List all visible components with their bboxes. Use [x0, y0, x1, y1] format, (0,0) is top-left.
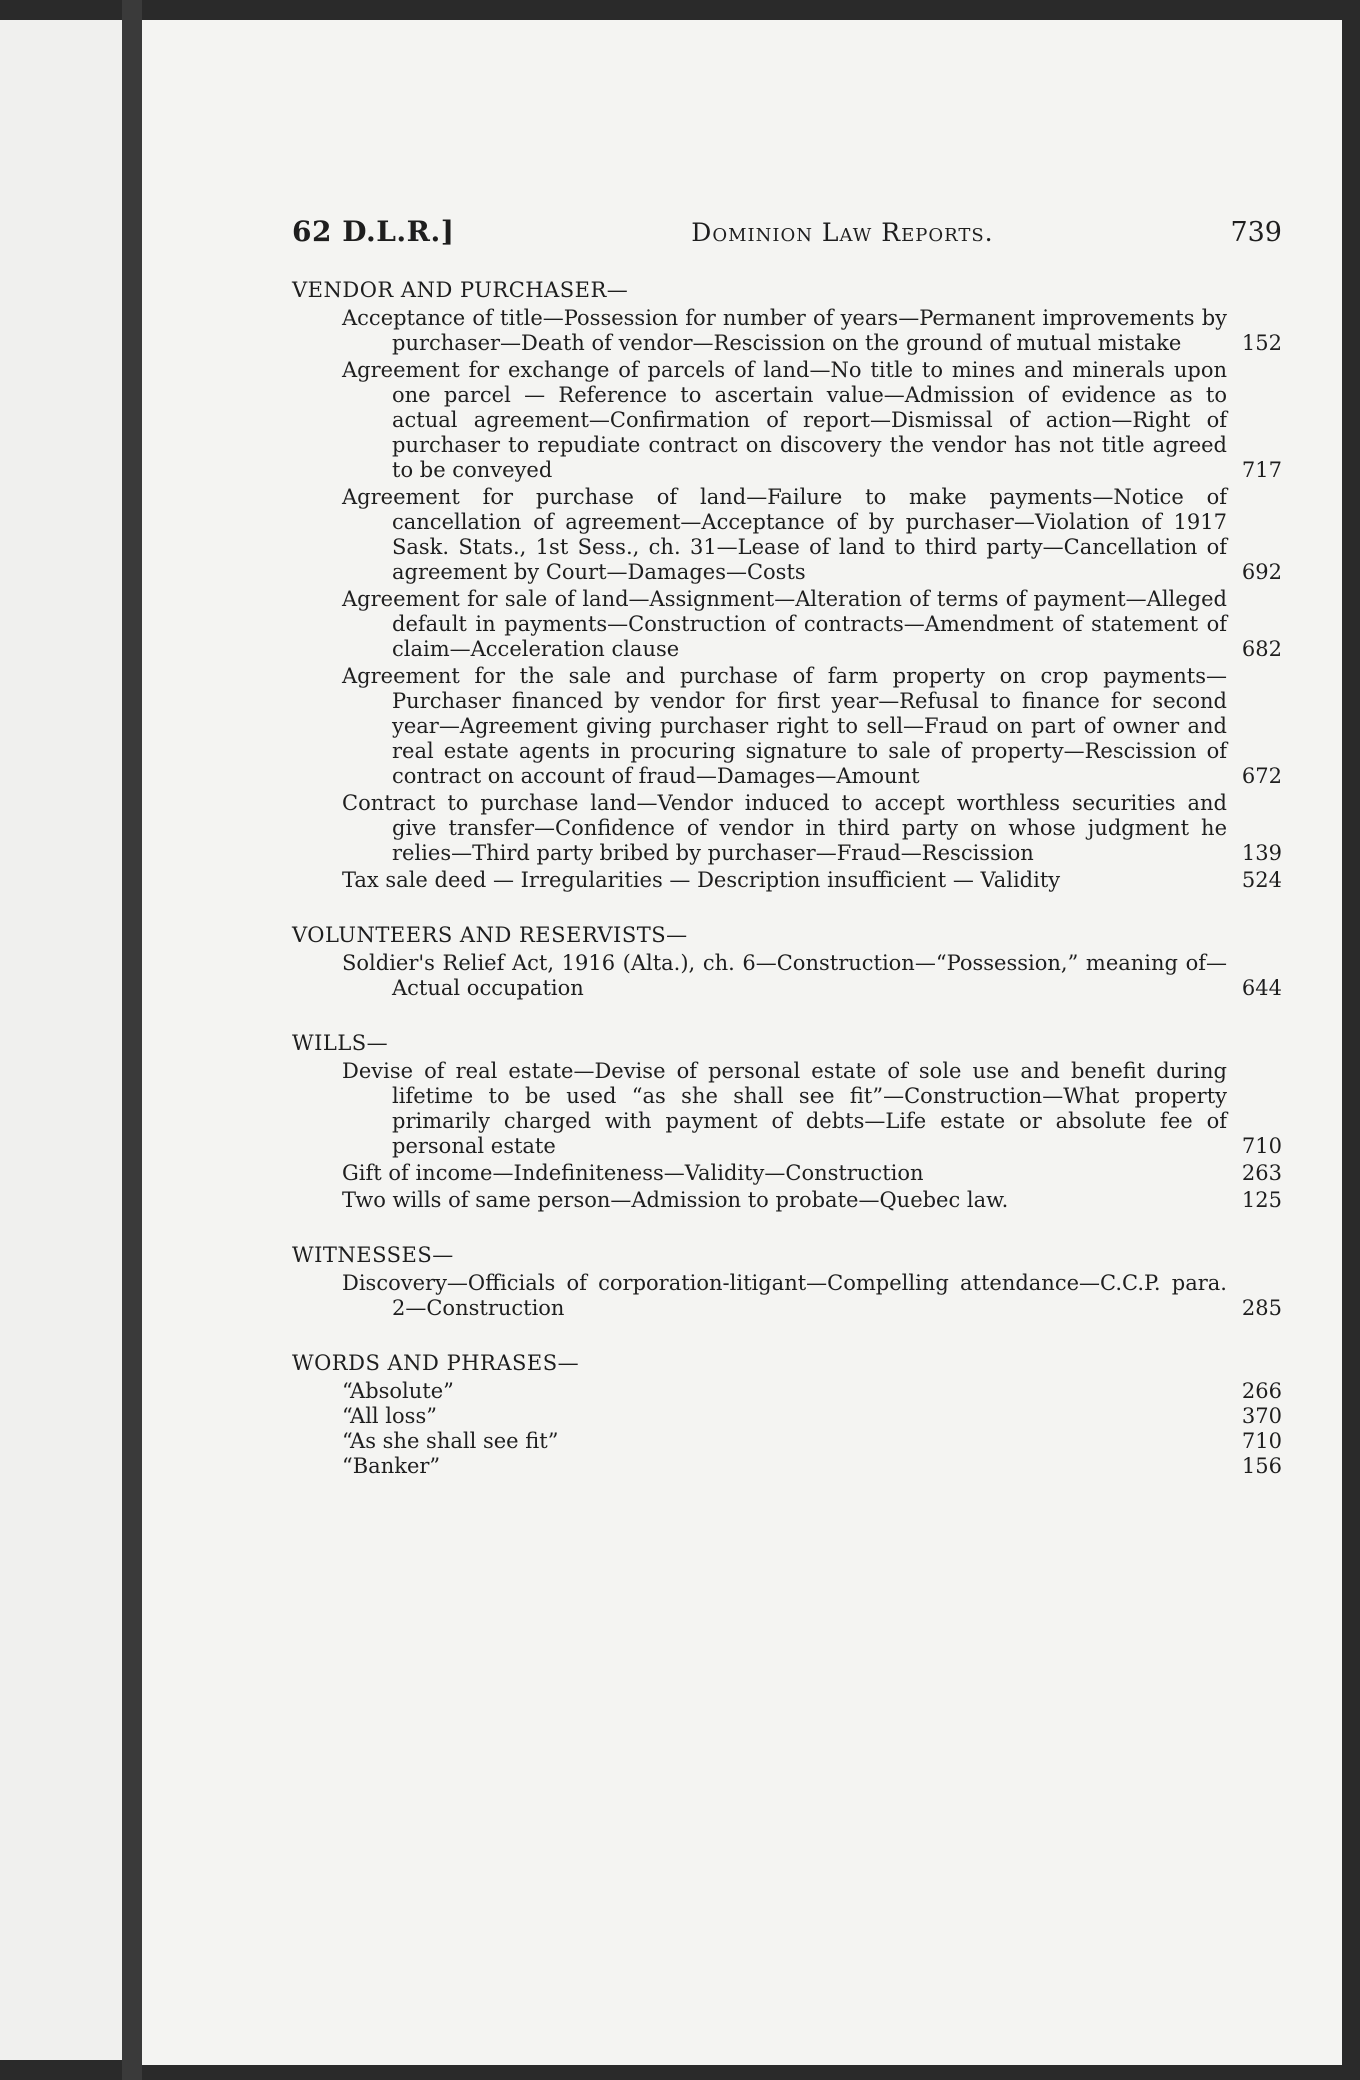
- index-entry: [292, 1271, 1282, 1321]
- entry-page-ref: 710: [1241, 1134, 1282, 1158]
- section-heading: VENDOR AND PURCHASER—: [292, 278, 629, 302]
- entry-text: Discovery—Officials of corporation-litigant—Compelling attendance—C.C.P. para. 2—Construction: [342, 1271, 1227, 1320]
- entry-page-ref: 717: [1241, 458, 1282, 482]
- index-section: [292, 1031, 1282, 1213]
- index-entry: [292, 485, 1282, 585]
- index-entry: [292, 1379, 1282, 1404]
- entry-page-ref: 370: [1241, 1404, 1282, 1428]
- index-entry: [292, 1454, 1282, 1479]
- page-content: [292, 215, 1282, 1509]
- entry-text: Soldier's Relief Act, 1916 (Alta.), ch. 6—Construction—“Possession,” meaning of—Actual occupation: [342, 951, 1227, 1000]
- publication-title: Dominion Law Reports.: [691, 218, 994, 247]
- entry-page-ref: 285: [1241, 1296, 1282, 1320]
- index-entry: [292, 1161, 1282, 1186]
- entry-page-ref: 266: [1241, 1379, 1282, 1403]
- entry-text: Agreement for the sale and purchase of farm property on crop payments—Purchaser financed by vendor for first year—Refusal to finance for second year—Agreement giving purchaser right to sell—Fraud on part of owner and real estate agents in procuring signature to sale of property—Rescission of contract on account of fraud—Damages—Amount: [342, 664, 1227, 788]
- index-entry: [292, 358, 1282, 483]
- entry-text: “Banker”: [342, 1454, 441, 1478]
- entry-page-ref: 672: [1241, 764, 1282, 788]
- volume-label: 62 D.L.R.]: [292, 215, 455, 248]
- index-entry: [292, 1404, 1282, 1429]
- index-entry: [292, 1059, 1282, 1159]
- entry-page-ref: 644: [1241, 976, 1282, 1000]
- section-heading: WORDS AND PHRASES—: [292, 1351, 580, 1375]
- entry-text: Agreement for exchange of parcels of land—No title to mines and minerals upon one parcel — Reference to ascertain value—Admission of evidence as to actual agreement—Confirmation of report—Dismissal of action—Right of purchaser to repudiate contract on discovery the vendor has not title agreed to be conveyed: [342, 358, 1227, 482]
- index-entry: [292, 1188, 1282, 1213]
- section-heading: WILLS—: [292, 1031, 389, 1055]
- page-number: 739: [1230, 217, 1282, 248]
- section-heading: VOLUNTEERS AND RESERVISTS—: [292, 923, 688, 947]
- book-binding: [122, 0, 142, 2080]
- entry-text: “All loss”: [342, 1404, 437, 1428]
- index-entry: [292, 587, 1282, 662]
- entry-page-ref: 125: [1241, 1188, 1282, 1212]
- entry-text: Tax sale deed — Irregularities — Description insufficient — Validity: [342, 868, 1061, 892]
- entry-page-ref: 692: [1241, 560, 1282, 584]
- entry-text: “As she shall see fit”: [342, 1429, 559, 1453]
- adjacent-page-strip: [0, 20, 122, 2060]
- entry-page-ref: 152: [1241, 331, 1282, 355]
- index-section: [292, 278, 1282, 893]
- entry-text: Contract to purchase land—Vendor induced to accept worthless securities and give transfer—Confidence of vendor in third party on whose judgment he relies—Third party bribed by purchaser—Fraud—Rescission: [342, 791, 1227, 865]
- index-body: [292, 278, 1282, 1479]
- entry-text: Acceptance of title—Possession for number of years—Permanent improvements by purchaser—Death of vendor—Rescission on the ground of mutual mistake: [342, 306, 1227, 355]
- entry-page-ref: 524: [1241, 868, 1282, 892]
- running-head: [292, 215, 1282, 248]
- index-entry: [292, 868, 1282, 893]
- entry-text: Devise of real estate—Devise of personal estate of sole use and benefit during lifetime to be used “as she shall see fit”—Construction—What property primarily charged with payment of debts—Life estate or absolute fee of personal estate: [342, 1059, 1227, 1158]
- entry-text: Agreement for purchase of land—Failure to make payments—Notice of cancellation of agreement—Acceptance of by purchaser—Violation of 1917 Sask. Stats., 1st Sess., ch. 31—Lease of land to third party—Cancellation of agreement by Court—Damages—Costs: [342, 485, 1227, 584]
- entry-page-ref: 139: [1241, 841, 1282, 865]
- section-heading: WITNESSES—: [292, 1243, 454, 1267]
- entry-page-ref: 682: [1241, 637, 1282, 661]
- entry-text: Gift of income—Indefiniteness—Validity—Construction: [342, 1161, 924, 1185]
- index-entry: [292, 1429, 1282, 1454]
- page: [142, 20, 1342, 2065]
- index-entry: [292, 791, 1282, 866]
- index-entry: [292, 306, 1282, 356]
- entry-text: Agreement for sale of land—Assignment—Alteration of terms of payment—Alleged default in payments—Construction of contracts—Amendment of statement of claim—Acceleration clause: [342, 587, 1227, 661]
- index-section: [292, 1351, 1282, 1479]
- index-entry: [292, 664, 1282, 789]
- entry-page-ref: 710: [1241, 1429, 1282, 1453]
- entry-page-ref: 156: [1241, 1454, 1282, 1478]
- index-section: [292, 923, 1282, 1001]
- entry-text: “Absolute”: [342, 1379, 454, 1403]
- index-entry: [292, 951, 1282, 1001]
- entry-page-ref: 263: [1241, 1161, 1282, 1185]
- entry-text: Two wills of same person—Admission to probate—Quebec law.: [342, 1188, 1009, 1212]
- index-section: [292, 1243, 1282, 1321]
